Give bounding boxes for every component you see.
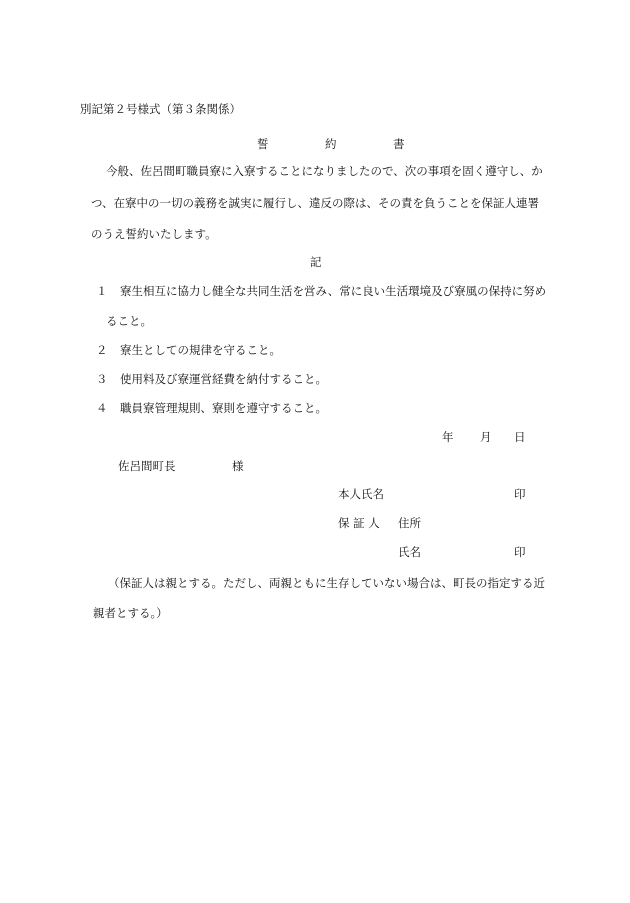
guarantor-label: 保 証 人 — [338, 516, 380, 530]
guarantor-name-label: 氏名 — [398, 545, 421, 559]
item-4-text: 職員寮管理規則、寮則を遵守すること。 — [120, 401, 327, 415]
title-char-2: 約 — [325, 137, 337, 151]
intro-line-3: のうえ誓約いたします。 — [91, 227, 217, 241]
self-name-label: 本人氏名 — [338, 487, 384, 501]
item-1-number: １ — [96, 284, 108, 298]
date-year: 年 — [442, 430, 454, 444]
item-1-text: 寮生相互に協力し健全な共同生活を営み、常に良い生活環境及び寮風の保持に努め — [120, 284, 547, 298]
item-2-number: ２ — [96, 343, 108, 357]
guarantor-address-label: 住所 — [398, 516, 421, 530]
date-day: 日 — [514, 430, 526, 444]
title-char-1: 誓 — [257, 137, 269, 151]
note-line-2: 親者とする。） — [93, 606, 168, 620]
self-seal-mark: 印 — [514, 487, 526, 501]
item-3-number: ３ — [96, 372, 108, 386]
addressee-name: 佐呂間町長 — [118, 459, 176, 473]
form-label: 別記第２号様式（第３条関係） — [80, 102, 241, 116]
item-4-number: ４ — [96, 401, 108, 415]
ki-heading: 記 — [310, 255, 322, 269]
item-2-text: 寮生としての規律を守ること。 — [120, 343, 281, 357]
note-line-1: （保証人は親とする。ただし、両親ともに生存していない場合は、町長の指定する近 — [108, 576, 545, 590]
guarantor-seal-mark: 印 — [514, 545, 526, 559]
intro-line-2: つ、在寮中の一切の義務を誠実に履行し、違反の際は、その責を負うことを保証人連署 — [91, 196, 540, 210]
item-1-continuation: ること。 — [106, 314, 152, 328]
title-char-3: 書 — [393, 137, 405, 151]
addressee-honorific: 様 — [232, 459, 244, 473]
item-3-text: 使用料及び寮運営経費を納付すること。 — [120, 372, 327, 386]
date-month: 月 — [480, 430, 492, 444]
intro-line-1: 今般、佐呂間町職員寮に入寮することになりましたので、次の事項を固く遵守し、か — [106, 164, 543, 178]
